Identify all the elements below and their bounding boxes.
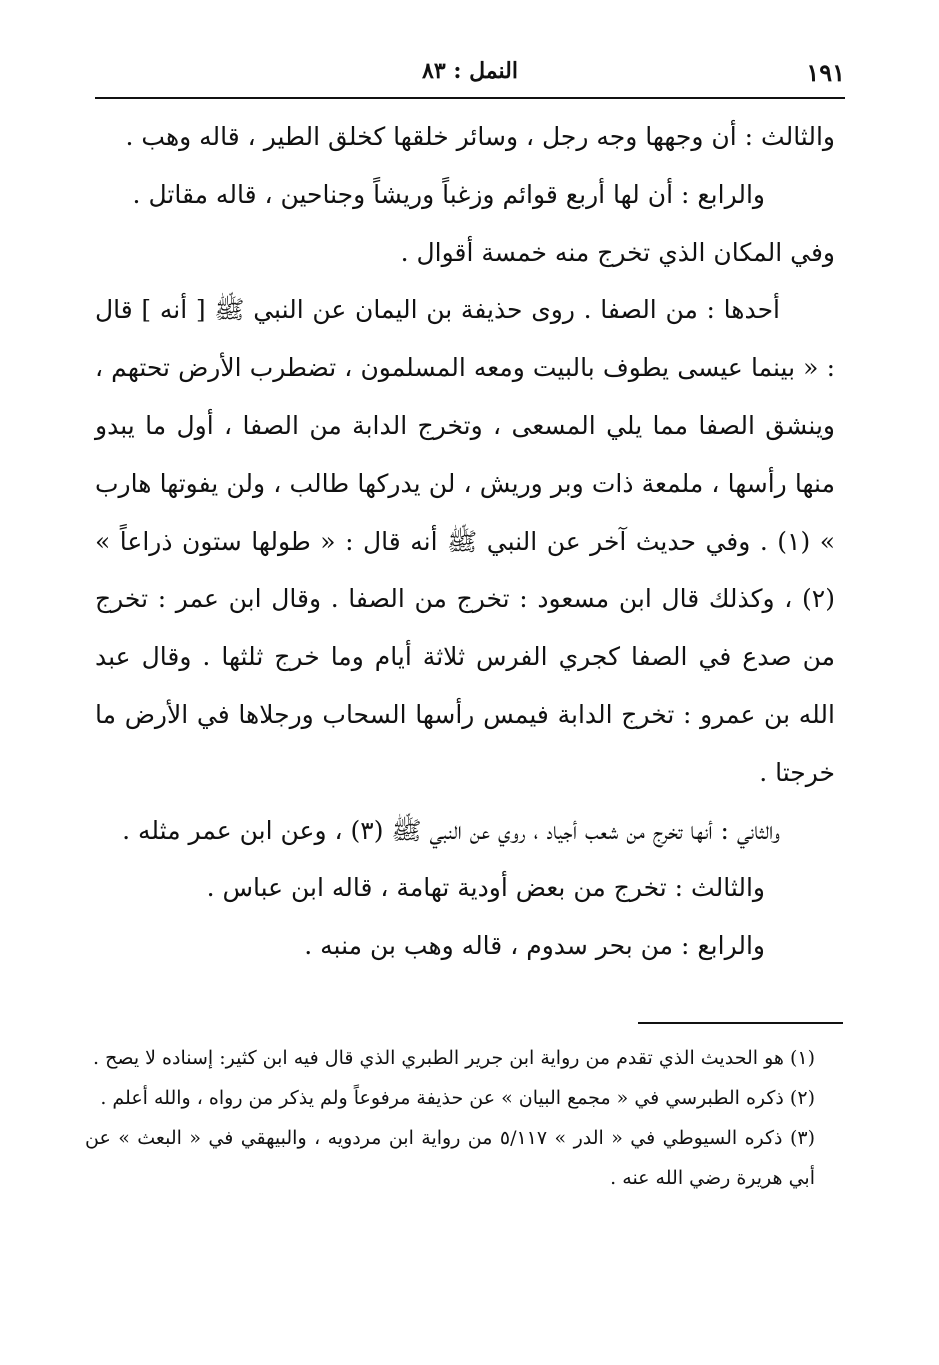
running-header <box>95 58 845 92</box>
header-divider <box>95 97 845 99</box>
footnote-2: (٢) ذكره الطبرسي في « مجمع البيان » عن حذيفة مرفوعاً ولم يذكر من رواه ، والله أعلم . <box>100 1087 815 1109</box>
paragraph-third-place: والثالث : تخرج من بعض أودية تهامة ، قاله ابن عباس . <box>206 873 765 903</box>
paragraph-places-intro: وفي المكان الذي تخرج منه خمسة أقوال . <box>400 237 835 267</box>
footnote-divider <box>638 1022 843 1024</box>
paragraph-fourth-place: والرابع : من بحر سدوم ، قاله وهب بن منبه . <box>304 931 765 961</box>
footnotes <box>85 1038 815 1198</box>
footnote-1: (١) هو الحديث الذي تقدم من رواية ابن جرير الطبري الذي قال فيه ابن كثير: إسناده لا يصح . <box>93 1047 815 1069</box>
paragraph-third-description: والثالث : أن وجهها وجه رجل ، وسائر خلقها كخلق الطير ، قاله وهب . <box>125 122 835 151</box>
paragraph-first-place: أحدها : من الصفا . روى حذيفة بن اليمان عن النبي ﷺ [ أنه ] قال : « بينما عيسى يطوف بالبيت ومعه المسلمون ، تضطرب الأرض تحتهم ، وينشق الصفا مما يلي المسعى ، وتخرج الدابة من الصفا ، أول ما يبدو منها رأسها ، ملمعة ذات وبر وريش ، لن يدركها طالب ، ولن يفوتها هارب » (١) . وفي حديث آخر عن النبي ﷺ أنه قال : « طولها ستون ذراعاً » (٢) ، وكذلك قال ابن مسعود : تخرج من الصفا . وقال ابن عمر : تخرج من صدع في الصفا كجري الفرس ثلاثة أيام وما خرج ثلثها . وقال عبد الله بن عمرو : تخرج الدابة فيمس رأسها السحاب ورجلاها في الأرض ما خرجتا . <box>95 295 835 787</box>
page-number: ١٩١ <box>806 58 845 87</box>
paragraph-second-place: والثاني : أنها تخرج من شعب أجياد ، روي عن النبي ﷺ (٣) ، وعن ابن عمر مثله . <box>122 815 780 845</box>
footnote-3: (٣) ذكره السيوطي في « الدر » ٥/١١٧ من رواية ابن مردويه ، والبيهقي في « البعث » عن أبي هريرة رضي الله عنه . <box>85 1127 815 1189</box>
paragraph-fourth-description: والرابع : أن لها أربع قوائم وزغباً وريشاً وجناحين ، قاله مقاتل . <box>132 179 765 209</box>
chapter-reference: النمل : ٨٣ <box>422 58 518 84</box>
main-text <box>95 108 835 975</box>
